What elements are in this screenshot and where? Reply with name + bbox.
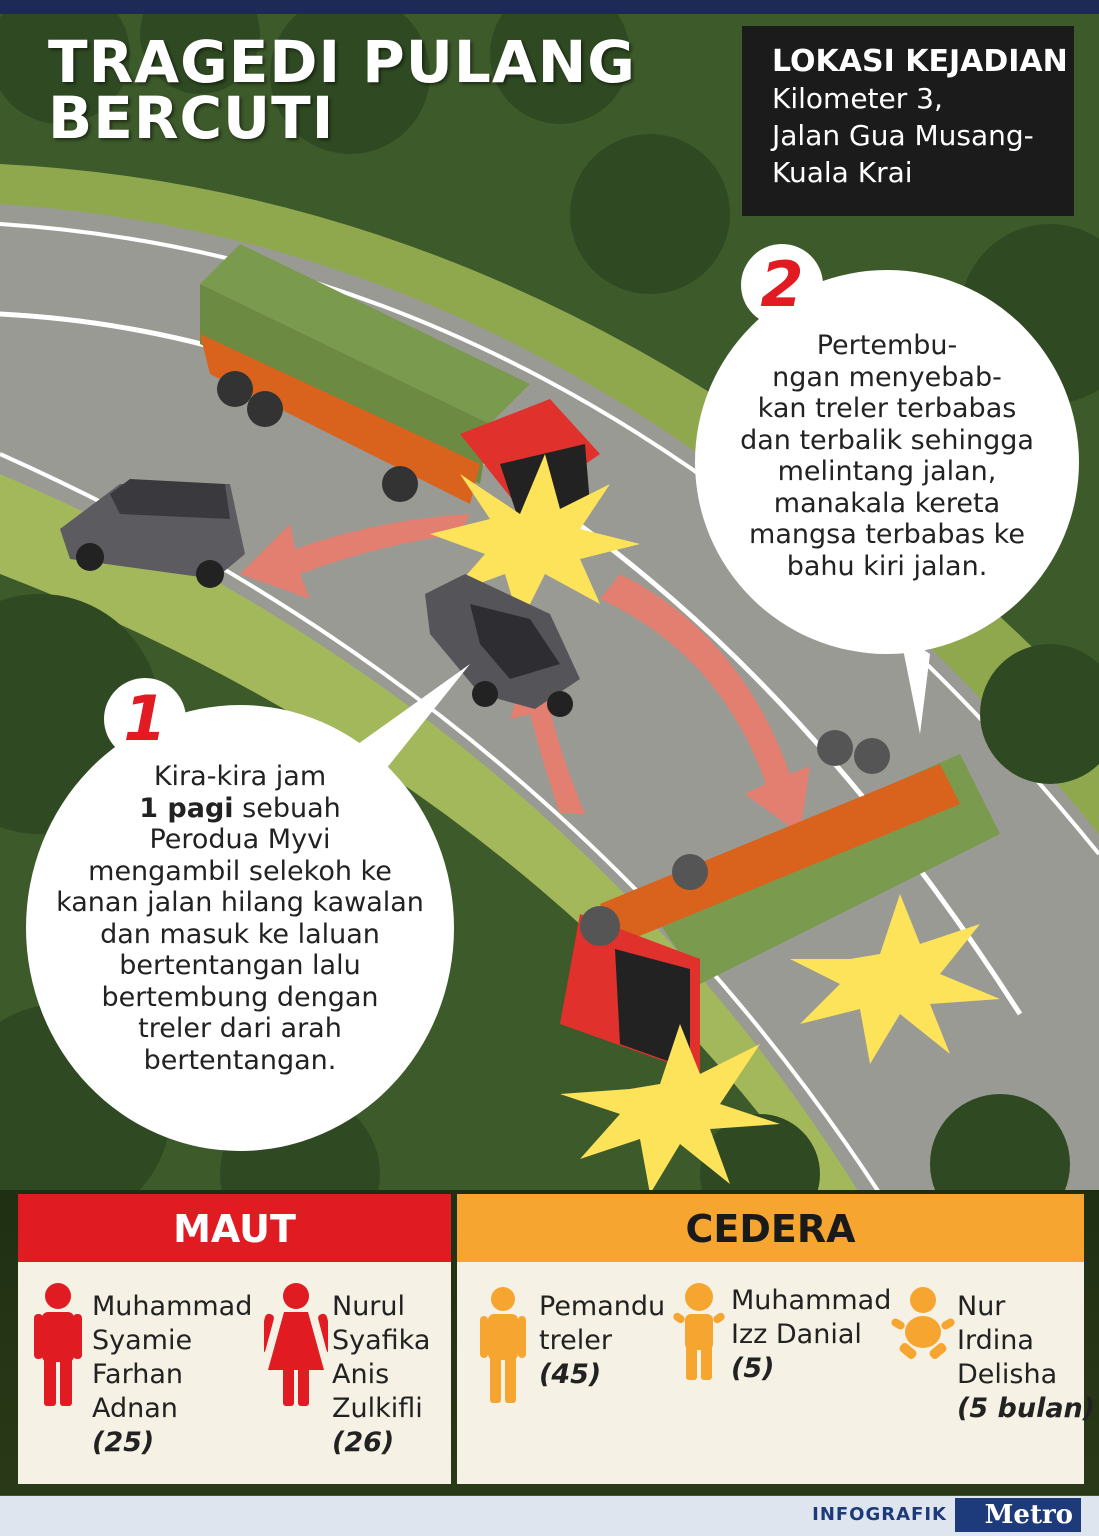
step-1-bubble [26,705,454,1151]
step-2-text-line: Pertembu- [816,330,958,361]
cedera-person-3 [957,1290,1095,1426]
page-title [48,28,636,152]
location-box [742,26,1074,216]
person-name-line: Zulkifli [332,1393,423,1424]
person-name-line: Irdina [957,1325,1034,1356]
location-heading: LOKASI KEJADIAN [772,44,1068,79]
person-age: (5 bulan) [957,1393,1096,1424]
step-2-text-line: bahu kiri jalan. [786,550,988,582]
step-2-text-line: dan terbalik sehingga [740,424,1034,456]
step-2-text-line: kan treler terbabas [757,393,1017,424]
person-name-line: treler [539,1325,612,1356]
person-name-line: Pemandu [539,1291,666,1322]
person-name-line: Syafika [332,1325,431,1356]
title-line-2: BERCUTI [48,84,335,152]
cedera-person-1 [539,1290,665,1392]
baby-figure-icon [891,1286,955,1372]
person-name-line: Muhammad [731,1285,892,1316]
person-name-line: Farhan [92,1359,183,1390]
person-name-line: Nur [957,1291,1006,1322]
metro-logo: Metro [955,1498,1081,1532]
maut-person-1 [92,1290,252,1460]
step-1-number: 1 [104,678,186,760]
person-age: (26) [332,1427,395,1458]
person-name-line: Delisha [957,1359,1058,1390]
person-name-line: Adnan [92,1393,178,1424]
person-name-line: Syamie [92,1325,193,1356]
male-figure-icon [32,1282,84,1407]
maut-header: MAUT [18,1194,451,1262]
person-name-line: Izz Danial [731,1319,862,1350]
person-name-line: Muhammad [92,1291,253,1322]
location-line-3: Kuala Krai [772,156,913,189]
cedera-person-2 [731,1284,891,1386]
step-2-text-line: mangsa terbabas ke [749,519,1025,550]
step-2-number: 2 [741,244,823,326]
person-name-line: Nurul [332,1291,406,1322]
step-1-text-line [26,793,454,825]
person-age: (25) [92,1427,155,1458]
cedera-panel [457,1194,1096,1484]
maut-panel [18,1194,451,1484]
step-1-text-line: dan masuk ke laluan [100,918,380,950]
location-line-1: Kilometer 3, [772,82,943,115]
adult-figure-icon [479,1286,527,1404]
female-figure-icon [264,1282,328,1407]
step-1-text-line: treler dari arah [138,1013,342,1044]
step-2-text-line: melintang jalan, [777,456,997,487]
step-2-text-line: ngan menyebab- [772,361,1002,393]
person-age: (5) [731,1353,775,1384]
child-figure-icon [671,1282,727,1382]
step-2-bubble [695,270,1079,654]
person-age: (45) [539,1359,602,1390]
step-1-text-line: bertembung dengan [101,981,379,1013]
step-1-text-line: Kira-kira jam [153,761,327,792]
maut-person-2 [332,1290,430,1460]
top-bar [0,0,1099,14]
title-line-1: TRAGEDI PULANG [48,28,636,96]
step-1-time: 1 pagi [139,792,234,824]
step-1-text-line: Perodua Myvi [149,824,331,855]
footer-bar [0,1496,1099,1536]
location-line-2: Jalan Gua Musang- [772,119,1034,152]
step-1-text-line: kanan jalan hilang kawalan [56,887,424,918]
infografik-label: INFOGRAFIK [812,1504,947,1525]
step-1-text-line: mengambil selekoh ke [88,855,392,887]
step-1-text-line: bertentangan. [143,1044,337,1076]
step-1-text-line: bertentangan lalu [119,950,361,981]
cedera-header: CEDERA [457,1194,1084,1262]
step-1-text-fragment: sebuah [233,792,341,824]
step-2-text-line: manakala kereta [773,487,1001,519]
person-name-line: Anis [332,1359,390,1390]
